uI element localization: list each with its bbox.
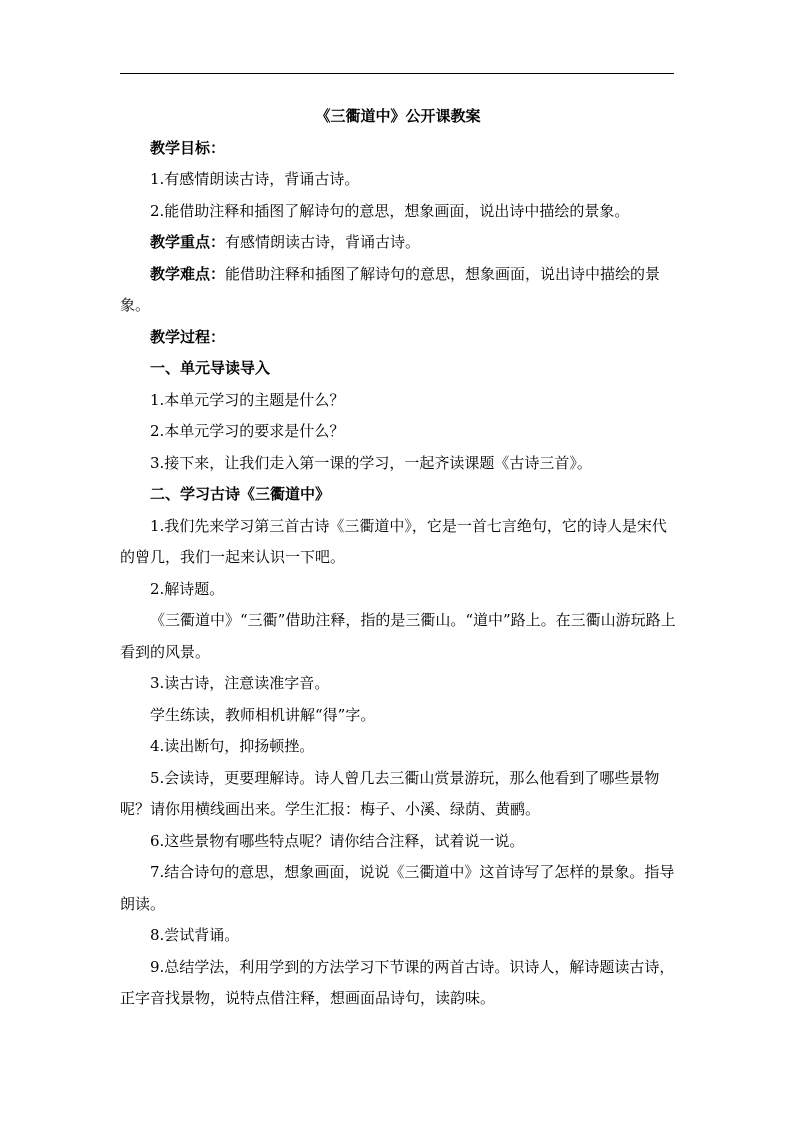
key-point-label: 教学重点： — [150, 233, 226, 251]
list-item: 4.读出断句，抑扬顿挫。 — [150, 737, 315, 755]
list-item: 7.结合诗句的意思，想象画面，说说《三衢道中》这首诗写了怎样的景象。指导朗读。 — [120, 863, 675, 913]
process-heading: 教学过程： — [150, 327, 226, 346]
document-title: 《三衢道中》公开课教案 — [315, 107, 481, 125]
key-point-text: 有感情朗读古诗，背诵古诗。 — [225, 233, 421, 251]
list-item: 1.我们先来学习第三首古诗《三衢道中》，它是一首七言绝句，它的诗人是宋代的曾几，我们一起来认识一下吧。 — [120, 516, 667, 566]
key-point-paragraph — [120, 227, 676, 259]
list-item-detail: 学生练读，教师相机讲解“得”字。 — [150, 705, 376, 724]
list-item: 9.总结学法，利用学到的方法学习下节课的两首古诗。识诗人，解诗题读古诗，正字音找景物，说特点借注释，想画面品诗句，读韵味。 — [120, 957, 675, 1007]
list-item-detail: 《三衢道中》“三衢”借助注释，指的是三衢山。“道中”路上。在三衢山游玩路上看到的风景。 — [120, 611, 676, 661]
header-rule — [120, 73, 674, 74]
difficulty-paragraph — [120, 259, 676, 322]
document-body — [120, 101, 676, 1015]
list-item: 1.本单元学习的主题是什么？ — [150, 390, 345, 409]
goal-item: 1.有感情朗读古诗，背诵古诗。 — [150, 170, 360, 188]
difficulty-label: 教学难点： — [150, 264, 226, 283]
section-heading: 一、单元导读导入 — [150, 359, 271, 377]
list-item: 5.会读诗，更要理解诗。诗人曾几去三衢山赏景游玩，那么他看到了哪些景物呢？请你用横线画出来。学生汇报：梅子、小溪、绿荫、黄鹂。 — [120, 768, 660, 818]
list-item: 2.解诗题。 — [150, 579, 225, 598]
list-item: 3.读古诗，注意读准字音。 — [150, 674, 330, 692]
section-heading: 二、学习古诗《三衢道中》 — [150, 485, 331, 503]
list-item: 8.尝试背诵。 — [150, 926, 240, 944]
list-item: 3.接下来，让我们走入第一课的学习，一起齐读课题《古诗三首》。 — [150, 453, 592, 472]
goals-heading: 教学目标： — [150, 138, 226, 157]
difficulty-text: 能借助注释和插图了解诗句的意思，想象画面，说出诗中描绘的景象。 — [120, 264, 661, 314]
list-item: 6.这些景物有哪些特点呢？请你结合注释，试着说一说。 — [150, 831, 525, 850]
goal-item: 2.能借助注释和插图了解诗句的意思，想象画面，说出诗中描绘的景象。 — [150, 201, 630, 220]
list-item: 2.本单元学习的要求是什么？ — [150, 422, 345, 440]
